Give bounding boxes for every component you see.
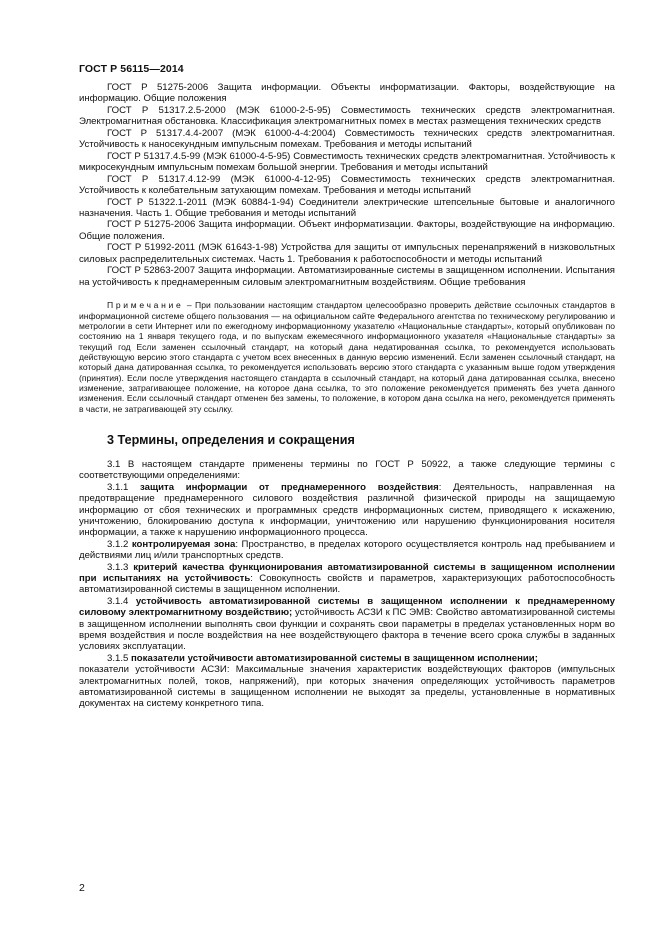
defined-term: устойчивость автоматизированной системы в защищенном исполнении к преднамеренному силовому электромагнитному воздействию;: [79, 595, 615, 619]
definition-number: 3.1.4: [107, 595, 136, 607]
note-dash: –: [183, 300, 196, 311]
page-number: 2: [79, 882, 85, 894]
note-paragraph: [79, 300, 615, 414]
document-header: ГОСТ Р 56115—2014: [79, 63, 184, 75]
reference-item: ГОСТ Р 51322.1-2011 (МЭК 60884-1-94) Соединители электрические штепсельные бытовые и аналогичного назначения. Часть 1. Общие требования и методы испытаний: [79, 196, 615, 219]
definition-separator: :: [438, 481, 454, 493]
section-title: 3 Термины, определения и сокращения: [107, 432, 355, 447]
page-content: [79, 82, 615, 710]
definition-number: 3.1.5: [107, 652, 132, 664]
definition-text: устойчивость АСЗИ к ПС ЭМВ: Свойство автоматизированной системы в защищенном исполнении выполнять свои функции и сохранять свои параметры в пределах установленных норм во время воздействия и после воздействия на нее воздействующего фактора в течение всего срока службы в заданных условиях эксплуатации.: [79, 607, 615, 653]
defined-term: защита информации от преднамеренного воздействия: [140, 481, 439, 493]
definition-text: Пространство, в пределах которого осуществляется контроль над пребыванием и действиями лиц и/или транспортных средств.: [79, 538, 615, 562]
definition-number: 3.1.3: [107, 561, 134, 573]
definition-3-1-1: [79, 482, 615, 539]
normative-references: [79, 82, 615, 288]
reference-item: ГОСТ Р 51317.4.12-99 (МЭК 61000-4-12-95) Совместимость технических средств электромагнитная. Устойчивость к колебательным затухающим помехам. Требования и методы испытаний: [79, 173, 615, 197]
definition-text: Совокупность свойств и параметров, характеризующих работоспособность автоматизированной системы в защищенном исполнении.: [79, 573, 615, 596]
note-text: При пользовании настоящим стандартом целесообразно проверить действие ссылочных стандартов в информационной системе общего пользования — на официальном сайте Федерального агентства по техническому регулированию и метрологии в сети Интернет или по ежегодному информационному указателю «Национальные стандарты», который опубликован по состоянию на 1 января текущего года, и по выпускам ежемесячного информационного указателя «Национальные стандарты» за текущий год Если заменен ссылочный стандарт, на который дана недатированная ссылка, то рекомендуется использовать действующую версию этого стандарта с учетом всех внесенных в данную версию изменений. Если заменен ссылочный стандарт, на который дана датированная ссылка, то рекомендуется использовать версию этого стандарта с указанным выше годом утверждения (принятия). Если после утверждения настоящего стандарта в ссылочный стандарт, на который дана датированная ссылка, внесено изменение, затрагивающее положение, на которое дана ссылка, то это положение рекомендуется применять без учета данного изменения. Если ссылочный стандарт отменен без замены, то положение, в котором дана ссылка на него, рекомендуется применять в части, не затрагивающей эту ссылку.: [79, 300, 615, 414]
reference-item: ГОСТ Р 51275-2006 Защита информации. Объекты информатизации. Факторы, воздействующие на информацию. Общие положения: [79, 82, 615, 105]
reference-item: ГОСТ Р 51317.4.4-2007 (МЭК 61000-4-4:2004) Совместимость технических средств электромагнитная. Устойчивость к наносекундным импульсным помехам. Требования и методы испытаний: [79, 127, 615, 151]
defined-term: показатели устойчивости автоматизированной системы в защищенном исполнении;: [131, 652, 538, 664]
definition-number: 3.1.1: [107, 481, 141, 493]
reference-item: ГОСТ Р 51317.2.5-2000 (МЭК 61000-2-5-95) Совместимость технических средств электромагнитная. Электромагнитная обстановка. Классификация электромагнитных помех в местах размещения технических средств: [79, 104, 615, 128]
definition-separator: :: [235, 538, 242, 550]
section-body: [79, 459, 615, 710]
reference-item: ГОСТ Р 52863-2007 Защита информации. Автоматизированные системы в защищенном исполнении. Испытания на устойчивость к преднамеренным силовым электромагнитным воздействиям. Общие требования: [79, 265, 615, 288]
section-intro: 3.1 В настоящем стандарте применены термины по ГОСТ Р 50922, а также следующие термины с соответствующими определениями:: [79, 458, 615, 482]
definition-3-1-2: [79, 539, 615, 562]
note-label: Примечание: [107, 300, 184, 311]
reference-item: ГОСТ Р 51317.4.5-99 (МЭК 61000-4-5-95) Совместимость технических средств электромагнитная. Устойчивость к микросекундным импульсным помехам большой энергии. Требования и методы испытаний: [79, 150, 615, 174]
definition-3-1-3: [79, 562, 615, 596]
definition-3-1-5-text: показатели устойчивости АСЗИ: Максимальные значения характеристик воздействующих факторов (импульсных электромагнитных полей, токов, напряжений), при которых значения определяющих устойчивость параметров автоматизированной системы в защищенном исполнении не выходят за пределы, установленные в нормативных документах на систему конкретного типа.: [79, 664, 615, 710]
definition-text: Деятельность, направленная на предотвращение преднамеренного силового воздействия различной физической природы на защищаемую информацию от сбоя технических и программных средств информационных систем, приводящего к искажению, уничтожению, блокированию доступа к информации, уничтожению или нарушению функционирования носителя информации, а также к нарушению информационного процесса.: [79, 481, 615, 539]
reference-item: ГОСТ Р 51275-2006 Защита информации. Объект информатизации. Факторы, воздействующие на информацию. Общие положения.: [79, 219, 615, 242]
defined-term: критерий качества функционирования автоматизированной системы в защищенном исполнении при испытаниях на устойчивость: [79, 561, 615, 584]
reference-item: ГОСТ Р 51992-2011 (МЭК 61643-1-98) Устройства для защиты от импульсных перенапряжений в низковольтных силовых распределительных системах. Часть 1. Требования к работоспособности и методы испытаний: [79, 242, 615, 265]
definition-3-1-5: [79, 653, 615, 664]
definition-separator: :: [250, 573, 260, 584]
definition-3-1-4: [79, 596, 615, 653]
definition-number: 3.1.2: [107, 538, 132, 550]
defined-term: контролируемая зона: [131, 538, 236, 550]
